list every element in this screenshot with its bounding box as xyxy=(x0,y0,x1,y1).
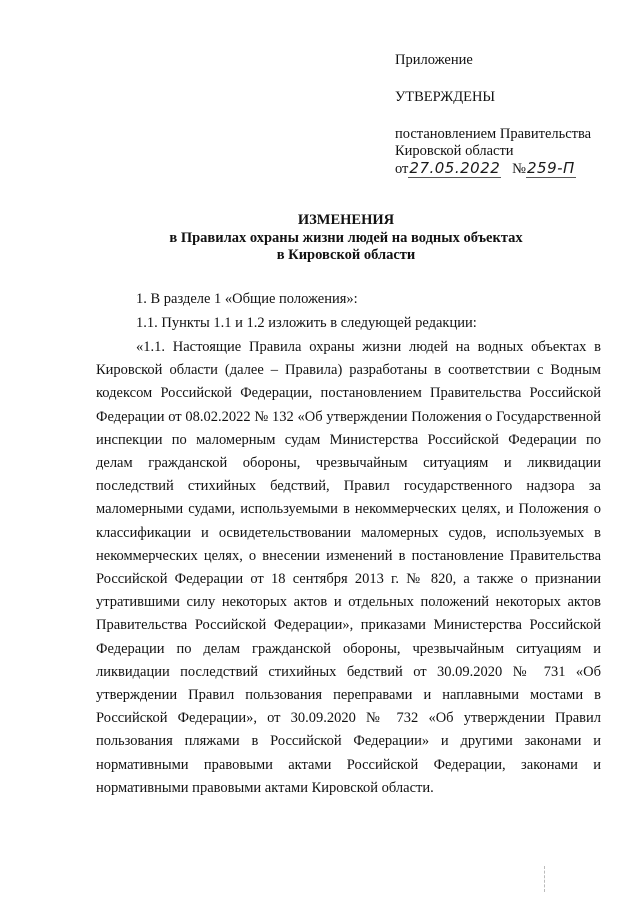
decree-date-number-line xyxy=(395,160,625,178)
document-subtitle-line-1: в Правилах охраны жизни людей на водных объектах xyxy=(169,230,523,246)
handwritten-number: 259-П xyxy=(527,159,575,177)
decree-line-1: постановлением Правительства xyxy=(395,126,592,142)
decree-line-2: Кировской области xyxy=(395,143,514,159)
handwritten-date: 27.05.2022 xyxy=(409,159,501,177)
paragraph-rule-1-1-text: «1.1. Настоящие Правила охраны жизни людей на водных объектах в Кировской области (далее – Правила) разработаны в соответствии с Водным кодексом Российской Федерации, постановлением Правительства Российской Федерации от 08.02.2022 № 132 «Об утверждении Положения о Государственной инспекции по маломерным судам Министерства Российской Федерации по делам гражданской обороны, чрезвычайным ситуациям и ликвидации последствий стихийных бедствий, Правил государственного надзора за маломерными судами, используемыми в некоммерческих целях, и Положения о классификации и освидетельствовании маломерных судов, используемых в некоммерческих целях, о внесении изменений в постановление Правительства Российской Федерации от 18 сентября 2013 г. № 820, а также о признании утратившими силу некоторых актов и отдельных положений некоторых актов Правительства Российской Федерации», приказами Министерства Российской Федерации по делам гражданской обороны, чрезвычайным ситуациям и ликвидации последствий стихийных бедствий от 30.09.2020 № 731 «Об утверждении Правил пользования переправами и наплавными мостами в Российской Федерации», от 30.09.2020 № 732 «Об утверждении Правил пользования пляжами в Российской Федерации» и другими законами и нормативными правовыми актами Российской Федерации, законами и нормативными правовыми актами Кировской области. xyxy=(96,339,601,796)
paragraph-section-1: 1. В разделе 1 «Общие положения»: xyxy=(136,291,358,307)
paragraph-item-1-1: 1.1. Пункты 1.1 и 1.2 изложить в следующей редакции: xyxy=(136,315,477,331)
page-edge-mark xyxy=(544,866,546,892)
from-label: от xyxy=(395,161,409,177)
appendix-label: Приложение xyxy=(395,52,473,68)
number-label: № xyxy=(512,161,527,177)
approval-block xyxy=(395,52,625,178)
document-title: ИЗМЕНЕНИЯ xyxy=(297,212,395,228)
approved-label: УТВЕРЖДЕНЫ xyxy=(395,89,496,105)
document-subtitle-line-2: в Кировской области xyxy=(276,247,416,263)
